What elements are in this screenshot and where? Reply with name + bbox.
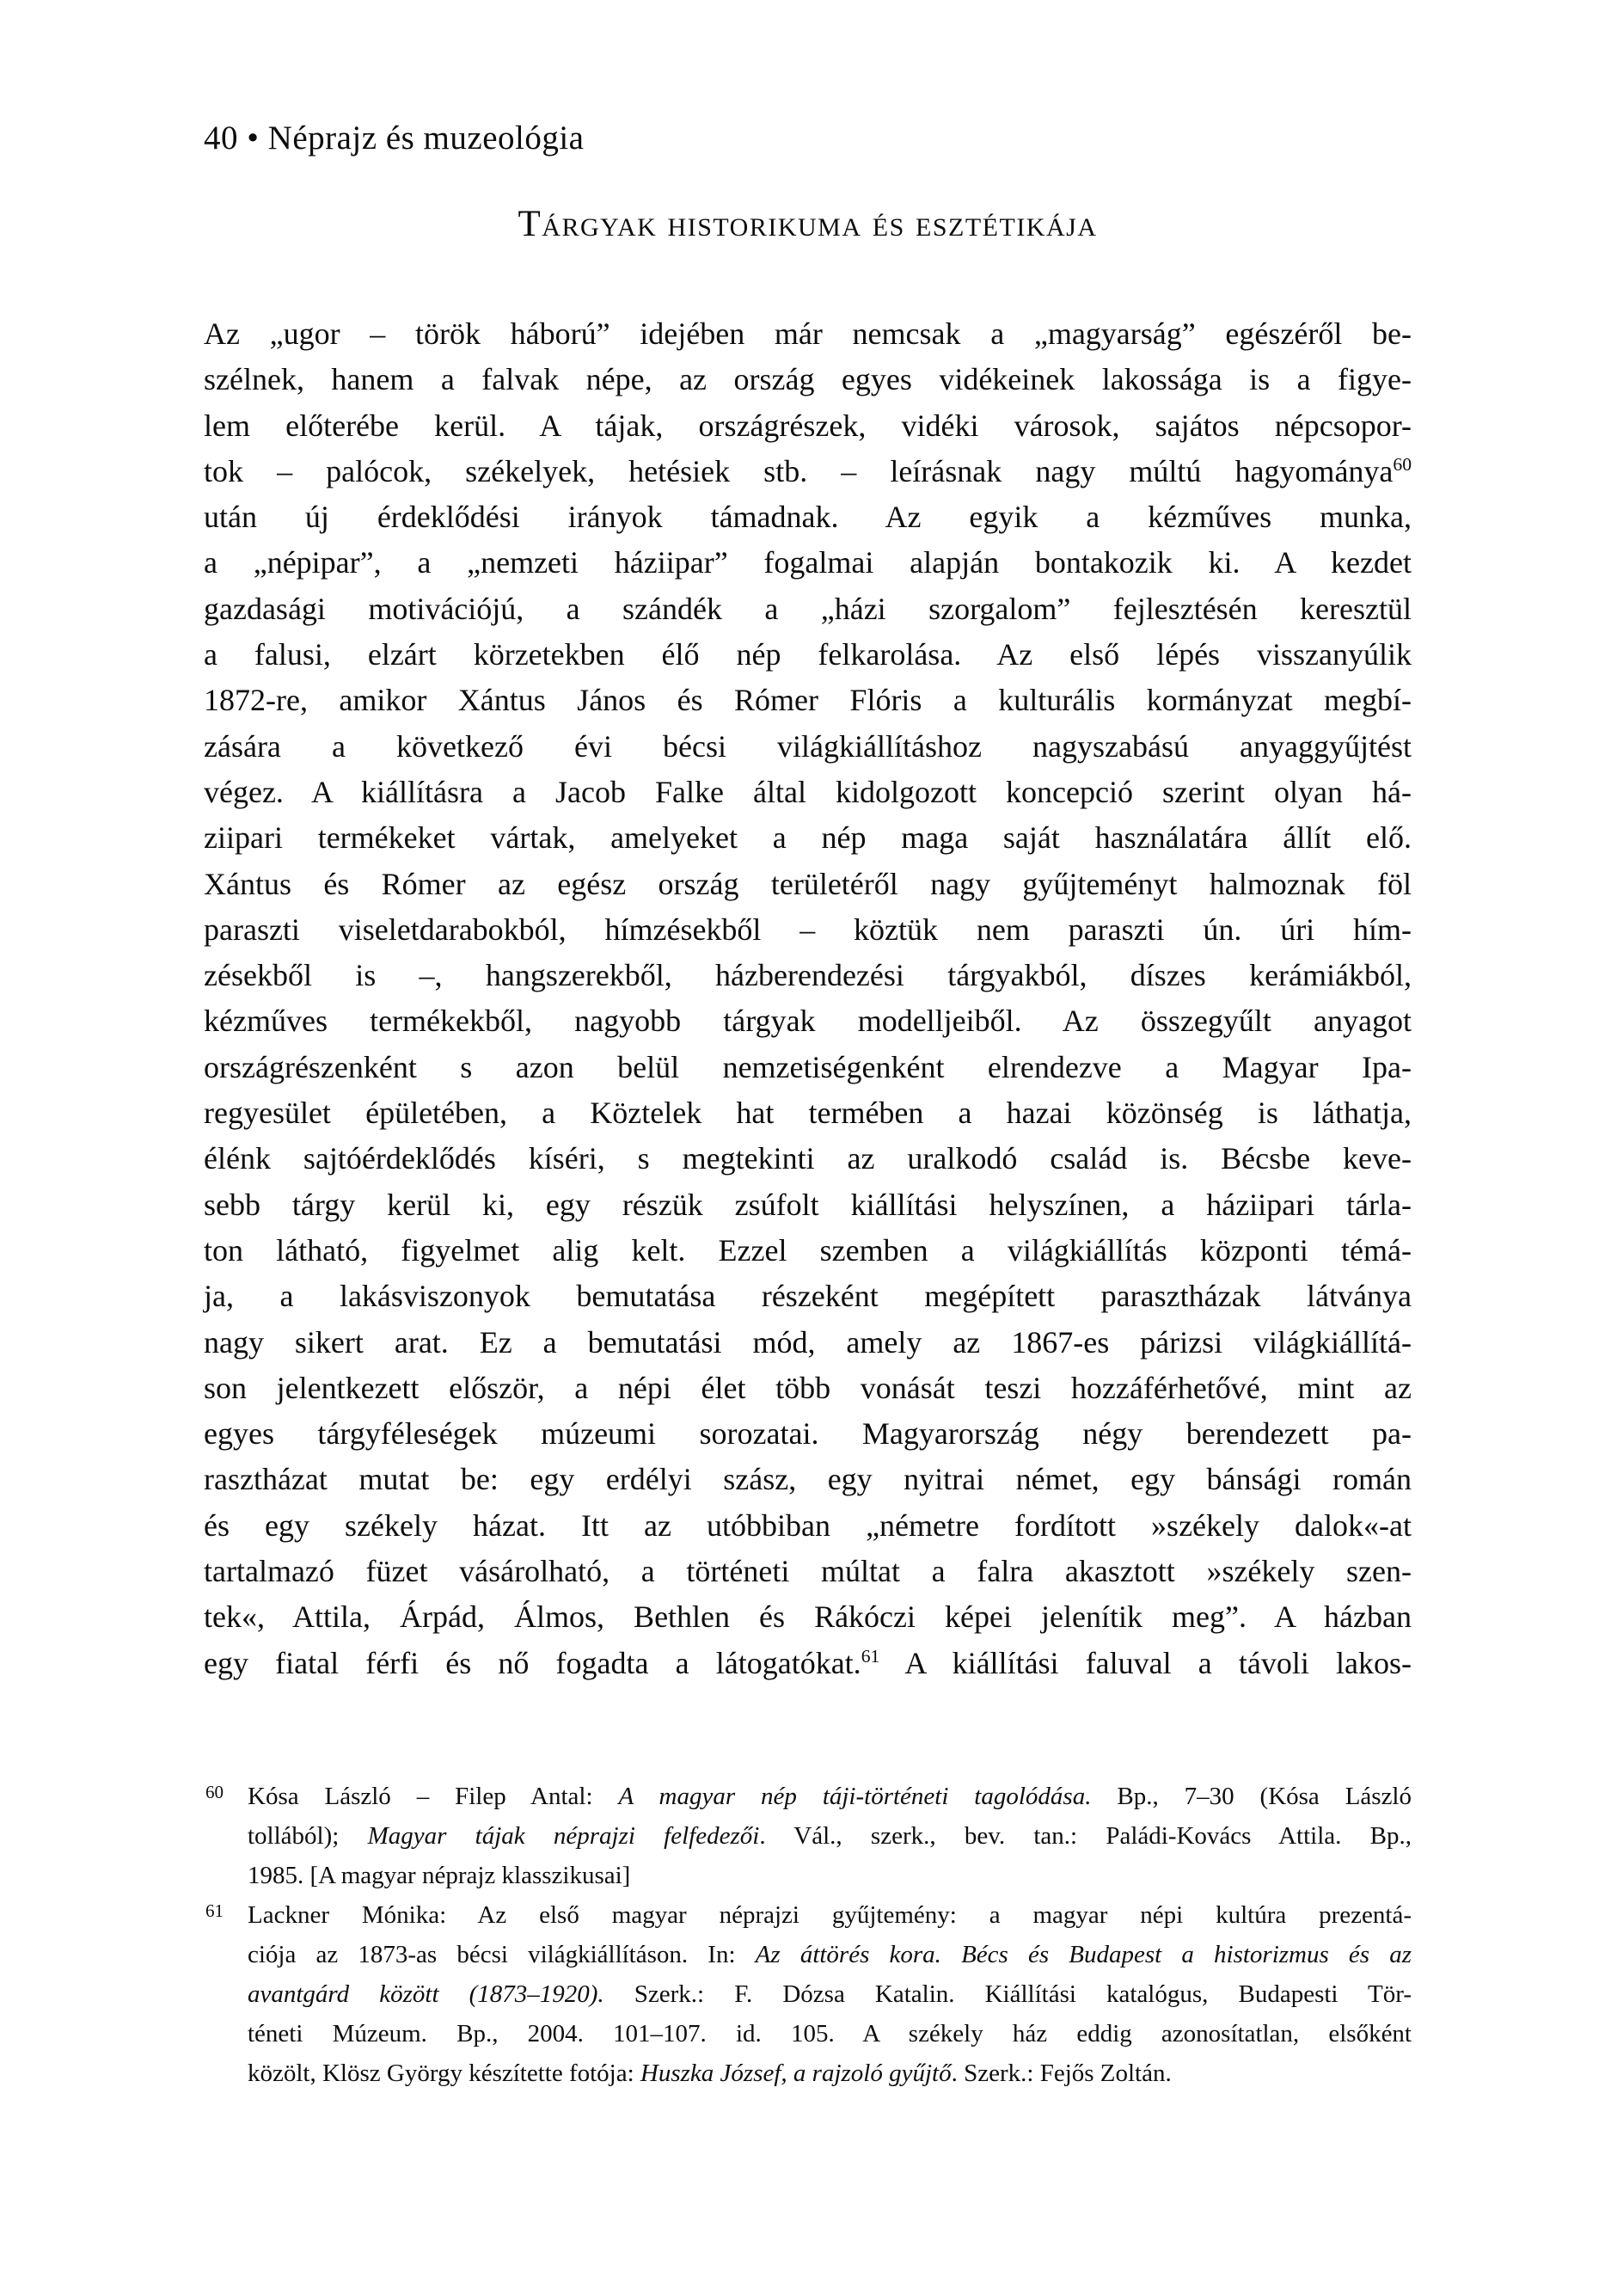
text-line: a falusi, elzárt körzetekben élő nép felkarolása. Az első lépés visszanyúlik: [204, 637, 1412, 672]
text-line: és egy székely házat. Itt az utóbbiban „németre fordított »székely dalok«-at: [204, 1507, 1412, 1543]
text-line: tartalmazó füzet vásárolható, a történeti múltat a falra akasztott »székely szen-: [204, 1554, 1412, 1589]
text-line: sebb tárgy kerül ki, egy részük zsúfolt kiállítási helyszínen, a háziipari tárla-: [204, 1187, 1412, 1222]
text-line: 1872-re, amikor Xántus János és Rómer Flóris a kulturális kormányzat megbí-: [204, 683, 1412, 718]
text-line: gazdasági motivációjú, a szándék a „házi szorgalom” fejlesztésén keresztül: [204, 591, 1412, 626]
text-line: ton látható, figyelmet alig kelt. Ezzel szemben a világkiállítás központi témá-: [204, 1232, 1412, 1268]
text-line: kézműves termékekből, nagyobb tárgyak modelljeiből. Az összegyűlt anyagot: [204, 1004, 1412, 1039]
text-line: ziipari termékeket vártak, amelyeket a nép maga saját használatára állít elő.: [204, 820, 1412, 856]
text-line: ciója az 1873-as bécsi világkiállításon. In: Az áttörés kora. Bécs és Budapest a historizmus és az: [248, 1941, 1412, 1968]
text-line: országrészenként s azon belül nemzetiségenként elrendezve a Magyar Ipa-: [204, 1049, 1412, 1084]
text-line: zására a következő évi bécsi világkiállításhoz nagyszabású anyaggyűjtést: [204, 728, 1412, 764]
text-line: 1985. [A magyar néprajz klasszikusai]: [248, 1862, 631, 1889]
text-line: ja, a lakásviszonyok bemutatása részeként megépített parasztházak látványa: [204, 1279, 1412, 1314]
footnote-reference: 61: [861, 1645, 880, 1667]
text-line: nagy sikert arat. Ez a bemutatási mód, amely az 1867-es párizsi világkiállítá-: [204, 1324, 1412, 1360]
text-line: Kósa László – Filep Antal: A magyar nép táji-történeti tagolódása. Bp., 7–30 (Kósa László: [248, 1783, 1412, 1810]
running-header: 40 • Néprajz és muzeológia: [204, 120, 585, 157]
text-line: rasztházat mutat be: egy erdélyi szász, egy nyitrai német, egy bánsági román: [204, 1462, 1412, 1497]
text-line: zésekből is –, hangszerekből, házberendezési tárgyakból, díszes kerámiákból,: [204, 958, 1412, 993]
chapter-title: Tárgyak historikuma és esztétikája: [518, 204, 1098, 244]
footnote: [204, 1895, 1412, 2093]
footnotes: [204, 1777, 1412, 2093]
text-line: Lackner Mónika: Az első magyar néprajzi gyűjtemény: a magyar népi kultúra prezentá-: [248, 1901, 1412, 1929]
text-line: lem előterébe kerül. A tájak, országrészek, vidéki városok, sajátos népcsopor-: [204, 408, 1412, 443]
text-line: Xántus és Rómer az egész ország területéről nagy gyűjteményt halmoznak föl: [204, 866, 1412, 901]
text-line: tek«, Attila, Árpád, Álmos, Bethlen és Rákóczi képei jelenítik meg”. A házban: [204, 1599, 1412, 1635]
text-line: egy fiatal férfi és nő fogadta a látogatókat.$^{61}$ A kiállítási faluval a távoli lakos-: [204, 1645, 1412, 1680]
text-line: élénk sajtóérdeklődés kíséri, s megtekinti az uralkodó család is. Bécsbe keve-: [204, 1141, 1412, 1176]
footnote-reference: 60: [1393, 453, 1412, 475]
text-line: szélnek, hanem a falvak népe, az ország egyes vidékeinek lakossága is a figye-: [204, 362, 1412, 397]
text-line: a „népipar”, a „nemzeti háziipar” fogalmai alapján bontakozik ki. A kezdet: [204, 545, 1412, 580]
text-line: téneti Múzeum. Bp., 2004. 101–107. id. 105. A székely ház eddig azonosítatlan, elsőként: [248, 2020, 1412, 2047]
text-line: regyesület épületében, a Köztelek hat termében a hazai közönség is láthatja,: [204, 1096, 1412, 1131]
text-line: avantgárd között (1873–1920). Szerk.: F. Dózsa Katalin. Kiállítási katalógus, Budapesti Tör-: [248, 1980, 1412, 2008]
body-text: [204, 311, 1412, 1686]
footnote-number: 61: [205, 1900, 224, 1921]
text-line: egyes tárgyféleségek múzeumi sorozatai. Magyarország négy berendezett pa-: [204, 1416, 1412, 1452]
text-line: Az „ugor – török háború” idejében már nemcsak a „magyarság” egészéről be-: [204, 316, 1412, 351]
text-line: tok – palócok, székelyek, hetésiek stb. – leírásnak nagy múltú hagyománya$^{60}$: [204, 453, 1412, 488]
text-line: son jelentkezett először, a népi élet több vonását teszi hozzáférhetővé, mint az: [204, 1370, 1412, 1405]
text-line: végez. A kiállításra a Jacob Falke által kidolgozott koncepció szerint olyan há-: [204, 774, 1412, 809]
text-line: után új érdeklődési irányok támadnak. Az egyik a kézműves munka,: [204, 500, 1412, 535]
footnote-number: 60: [205, 1782, 224, 1802]
footnote: [204, 1777, 1412, 1895]
text-line: tollából); Magyar tájak néprajzi felfedezői. Vál., szerk., bev. tan.: Paládi-Kovács Attila. Bp.,: [248, 1822, 1412, 1850]
text-line: közölt, Klösz György készítette fotója: Huszka József, a rajzoló gyűjtő. Szerk.: Fejős Zoltán.: [248, 2060, 1172, 2087]
text-line: paraszti viseletdarabokból, hímzésekből – köztük nem paraszti ún. úri hím-: [204, 912, 1412, 947]
